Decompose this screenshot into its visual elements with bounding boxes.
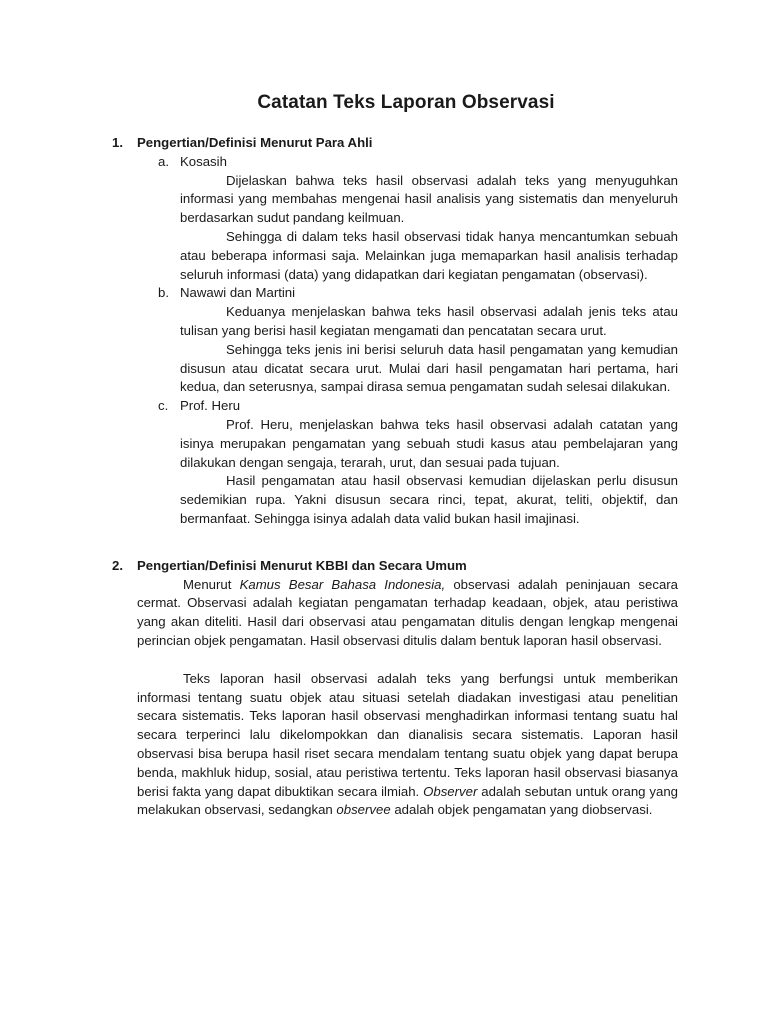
term-observee: observee <box>336 802 391 818</box>
expert-name: Nawawi dan Martini <box>180 285 296 301</box>
paragraph: Hasil pengamatan atau hasil observasi kemudian dijelaskan perlu disusun sedemikian rupa. Yakni disusun secara rinci, tepat, akurat, teliti, objektif, dan bermanfaat. Sehingga isinya adalah data valid bukan hasil imajinasi. <box>180 473 678 526</box>
list-letter: a. <box>158 153 169 169</box>
text-run: Teks laporan hasil observasi adalah teks yang berfungsi untuk memberikan informasi tentang suatu objek atau situasi setelah diadakan investigasi atau penelitian secara sistematis. Teks laporan hasil observasi menghadirkan informasi tentang suatu hal secara terperinci lalu dikelompokkan dan dianalisis secara sistematis. Laporan hasil observasi bisa berupa hasil riset secara mendalam tentang suatu objek yang dapat berupa benda, makhluk hidup, sosial, atau peristiwa tertentu. Teks laporan hasil observasi biasanya berisi fakta yang dapat dibuktikan secara ilmiah. <box>137 670 678 799</box>
expert-name: Prof. Heru <box>180 398 241 414</box>
section-1-number: 1. <box>112 135 123 150</box>
expert-heading <box>158 284 678 303</box>
paragraph: Keduanya menjelaskan bahwa teks hasil observasi adalah jenis teks atau tulisan yang berisi hasil kegiatan mengamati dan pencatatan secara urut. <box>180 304 678 338</box>
expert-nawawi-martini <box>112 284 678 397</box>
text-run: observasi adalah peninjauan secara cermat. Observasi adalah kegiatan pengamatan terhadap keadaan, objek, atau peristiwa yang akan diteliti. Hasil dari observasi atau pengamatan ditulis dengan lengkap mengenai perincian objek pengamatan. Hasil observasi ditulis dalam bentuk laporan hasil observasi. <box>137 576 678 648</box>
section-1-heading <box>112 134 678 153</box>
paragraph: Sehingga di dalam teks hasil observasi tidak hanya mencantumkan sebuah atau beberapa informasi saja. Melainkan juga memaparkan hasil analisis terhadap seluruh informasi (data) yang didapatkan dari kegiatan pengamatan (observasi). <box>180 228 678 282</box>
section-2-number: 2. <box>112 557 123 573</box>
section-1-heading-text: Pengertian/Definisi Menurut Para Ahli <box>137 135 373 150</box>
paragraph-gap <box>112 651 678 670</box>
term-observer: Observer <box>423 783 478 799</box>
paragraph: Sehingga teks jenis ini berisi seluruh data hasil pengamatan yang kemudian disusun atau dicatat secara urut. Mulai dari hasil pengamatan hari pertama, hari kedua, dan seterusnya, sampai dirasa semua pengamatan sudah selesai dilakukan. <box>180 341 678 395</box>
expert-heading <box>158 153 678 172</box>
kbbi-title: Kamus Besar Bahasa Indonesia, <box>239 576 446 592</box>
expert-name: Kosasih <box>180 153 227 169</box>
expert-heading <box>158 397 678 416</box>
section-2 <box>112 557 678 820</box>
document-title: Catatan Teks Laporan Observasi <box>257 92 555 113</box>
section-2-heading <box>112 557 678 576</box>
text-run: adalah objek pengamatan yang diobservasi. <box>390 802 653 818</box>
list-letter: c. <box>158 398 169 414</box>
expert-kosasih <box>112 153 678 285</box>
expert-prof-heru <box>112 397 678 529</box>
general-paragraph <box>112 670 678 820</box>
section-1 <box>112 134 678 529</box>
paragraph: Prof. Heru, menjelaskan bahwa teks hasil observasi adalah catatan yang isinya merupakan pengamatan yang sebuah studi kasus atau pembelajaran yang dilakukan dengan sengaja, terarah, urut, dan sesuai pada tujuan. <box>180 416 678 470</box>
section-2-heading-text: Pengertian/Definisi Menurut KBBI dan Secara Umum <box>137 557 467 573</box>
text-run: adalah sebutan untuk orang yang melakukan observasi, sedangkan <box>137 783 679 818</box>
paragraph: Dijelaskan bahwa teks hasil observasi adalah teks yang menyuguhkan informasi yang membahas mengenai hasil analisis yang sistematis dan menyeluruh berdasarkan sudut pandang keilmuan. <box>180 172 678 226</box>
list-letter: b. <box>158 285 169 301</box>
kbbi-paragraph <box>112 576 678 651</box>
text-run: Menurut <box>183 576 240 592</box>
